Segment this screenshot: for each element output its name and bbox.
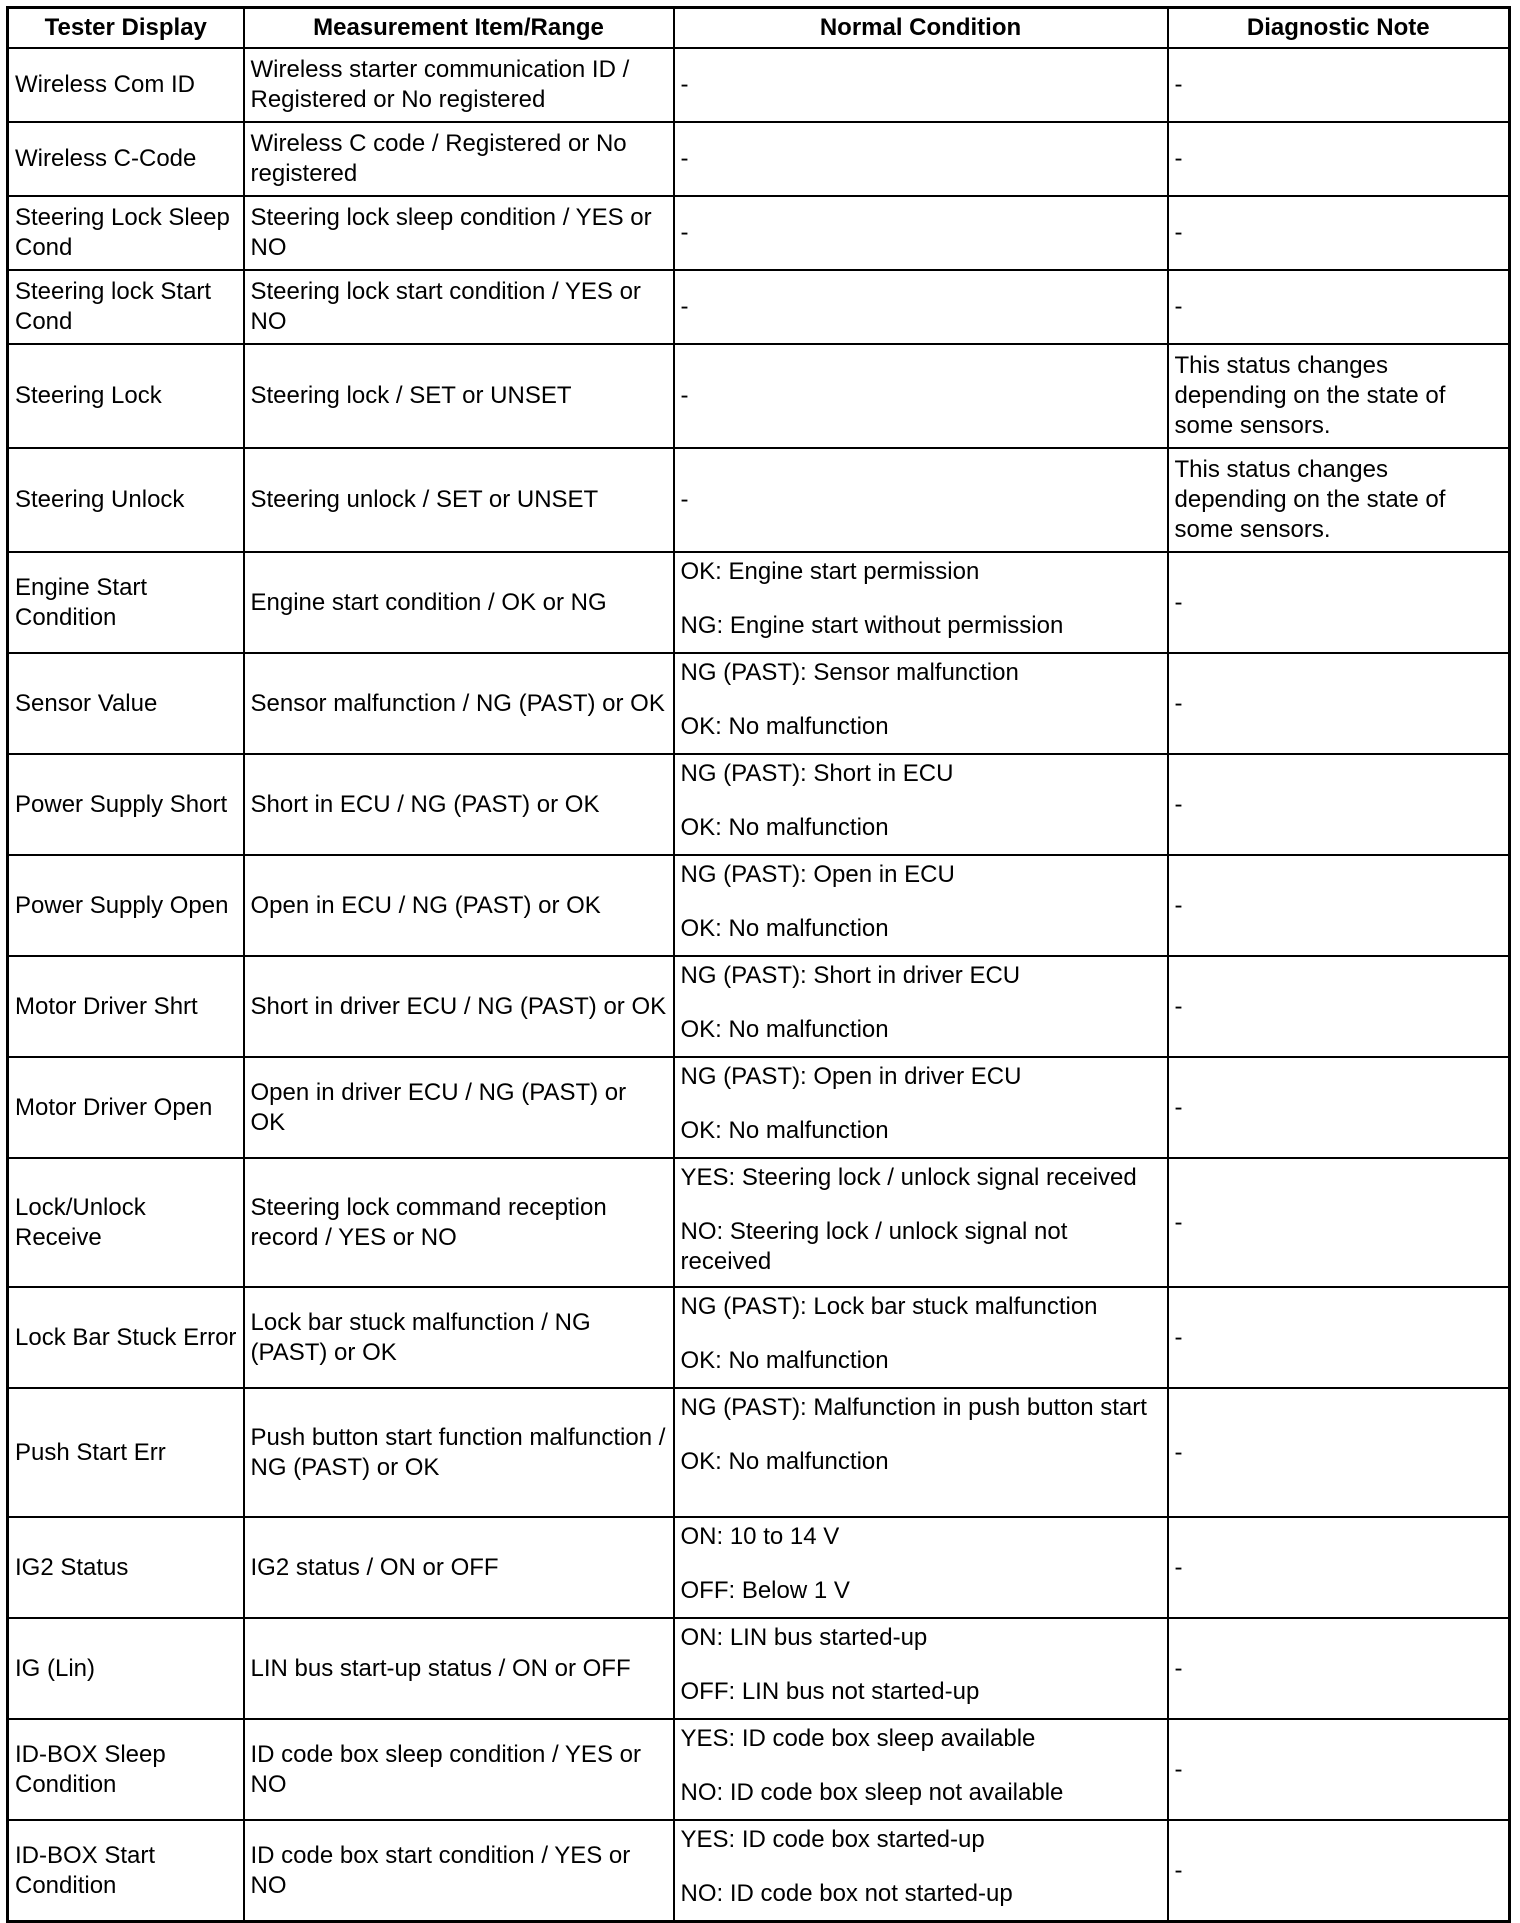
normal-condition-cell xyxy=(674,1517,1168,1618)
condition-line: - xyxy=(680,486,689,513)
diagnostic-note-cell: - xyxy=(1168,48,1510,122)
table-row xyxy=(8,653,1510,754)
condition-line: NO: ID code box not started-up xyxy=(680,1880,1013,1907)
tester-display-cell: Wireless Com ID xyxy=(8,48,244,122)
measurement-item-cell: LIN bus start-up status / ON or OFF xyxy=(244,1618,674,1719)
table-row xyxy=(8,1388,1510,1517)
condition-line: ON: LIN bus started-up xyxy=(680,1624,928,1651)
condition-line: OK: No malfunction xyxy=(680,713,889,740)
table-row xyxy=(8,1287,1510,1388)
normal-condition-cell xyxy=(674,1618,1168,1719)
measurement-item-cell: Steering lock command reception record / YES or NO xyxy=(244,1158,674,1287)
tester-display-cell: Sensor Value xyxy=(8,653,244,754)
table-row xyxy=(8,855,1510,956)
measurement-item-cell: ID code box start condition / YES or NO xyxy=(244,1820,674,1922)
table-row xyxy=(8,1517,1510,1618)
condition-line: NG (PAST): Sensor malfunction xyxy=(680,659,1019,686)
table-row xyxy=(8,956,1510,1057)
table-header xyxy=(8,8,1510,49)
normal-condition-cell xyxy=(674,1820,1168,1922)
table-row xyxy=(8,344,1510,448)
measurement-item-cell: IG2 status / ON or OFF xyxy=(244,1517,674,1618)
diagnostic-note-cell: - xyxy=(1168,956,1510,1057)
measurement-item-cell: Wireless C code / Registered or No registered xyxy=(244,122,674,196)
condition-line: NO: ID code box sleep not available xyxy=(680,1779,1064,1806)
measurement-item-cell: Steering lock / SET or UNSET xyxy=(244,344,674,448)
condition-line: - xyxy=(680,293,689,320)
condition-line: OK: No malfunction xyxy=(680,915,889,942)
normal-condition-cell xyxy=(674,344,1168,448)
normal-condition-cell xyxy=(674,1719,1168,1820)
diagnostic-note-cell: - xyxy=(1168,855,1510,956)
condition-line: YES: ID code box started-up xyxy=(680,1826,985,1853)
diagnostic-note-cell: This status changes depending on the state of some sensors. xyxy=(1168,448,1510,552)
header-diagnostic-note: Diagnostic Note xyxy=(1168,8,1510,49)
measurement-item-cell: Lock bar stuck malfunction / NG (PAST) or OK xyxy=(244,1287,674,1388)
tester-display-cell: Power Supply Short xyxy=(8,754,244,855)
normal-condition-cell xyxy=(674,196,1168,270)
condition-line: OK: No malfunction xyxy=(680,814,889,841)
condition-line: - xyxy=(680,382,689,409)
diagnostic-note-cell: - xyxy=(1168,122,1510,196)
normal-condition-cell xyxy=(674,122,1168,196)
diagnostic-note-cell: - xyxy=(1168,1057,1510,1158)
measurement-item-cell: Engine start condition / OK or NG xyxy=(244,552,674,653)
measurement-item-cell: Open in driver ECU / NG (PAST) or OK xyxy=(244,1057,674,1158)
tester-display-cell: IG (Lin) xyxy=(8,1618,244,1719)
diagnostic-note-cell: - xyxy=(1168,1719,1510,1820)
normal-condition-cell xyxy=(674,270,1168,344)
tester-display-cell: Motor Driver Open xyxy=(8,1057,244,1158)
diagnostic-note-cell: - xyxy=(1168,270,1510,344)
tester-display-cell: Power Supply Open xyxy=(8,855,244,956)
normal-condition-cell xyxy=(674,754,1168,855)
diagnostic-note-cell: - xyxy=(1168,754,1510,855)
normal-condition-cell xyxy=(674,1057,1168,1158)
condition-line: OFF: LIN bus not started-up xyxy=(680,1678,980,1705)
condition-line: ON: 10 to 14 V xyxy=(680,1523,840,1550)
normal-condition-cell xyxy=(674,448,1168,552)
header-tester-display: Tester Display xyxy=(8,8,244,49)
tester-display-cell: Lock/Unlock Receive xyxy=(8,1158,244,1287)
diagnostic-note-cell: - xyxy=(1168,1618,1510,1719)
condition-line: - xyxy=(680,71,689,98)
measurement-item-cell: Short in driver ECU / NG (PAST) or OK xyxy=(244,956,674,1057)
condition-line: NG (PAST): Lock bar stuck malfunction xyxy=(680,1293,1098,1320)
table-row xyxy=(8,1057,1510,1158)
measurement-item-cell: Wireless starter communication ID / Registered or No registered xyxy=(244,48,674,122)
condition-line: OFF: Below 1 V xyxy=(680,1577,850,1604)
tester-display-cell: Steering Lock Sleep Cond xyxy=(8,196,244,270)
measurement-item-cell: ID code box sleep condition / YES or NO xyxy=(244,1719,674,1820)
normal-condition-cell xyxy=(674,48,1168,122)
measurement-item-cell: Sensor malfunction / NG (PAST) or OK xyxy=(244,653,674,754)
tester-data-table xyxy=(6,6,1511,1923)
condition-line: NG (PAST): Malfunction in push button start xyxy=(680,1394,1147,1421)
normal-condition-cell xyxy=(674,653,1168,754)
condition-line: NG (PAST): Short in ECU xyxy=(680,760,954,787)
table-row xyxy=(8,448,1510,552)
diagnostic-note-cell: - xyxy=(1168,552,1510,653)
table-row xyxy=(8,1719,1510,1820)
table-row xyxy=(8,1618,1510,1719)
tester-display-cell: Motor Driver Shrt xyxy=(8,956,244,1057)
table-row xyxy=(8,754,1510,855)
tester-display-cell: ID-BOX Start Condition xyxy=(8,1820,244,1922)
measurement-item-cell: Open in ECU / NG (PAST) or OK xyxy=(244,855,674,956)
measurement-item-cell: Short in ECU / NG (PAST) or OK xyxy=(244,754,674,855)
normal-condition-cell xyxy=(674,1158,1168,1287)
condition-line: OK: No malfunction xyxy=(680,1016,889,1043)
measurement-item-cell: Push button start function malfunction / NG (PAST) or OK xyxy=(244,1388,674,1517)
tester-display-cell: IG2 Status xyxy=(8,1517,244,1618)
condition-line: YES: ID code box sleep available xyxy=(680,1725,1036,1752)
normal-condition-cell xyxy=(674,1287,1168,1388)
tester-display-cell: Engine Start Condition xyxy=(8,552,244,653)
tester-display-cell: Wireless C-Code xyxy=(8,122,244,196)
table-row xyxy=(8,270,1510,344)
tester-display-cell: Push Start Err xyxy=(8,1388,244,1517)
table-row xyxy=(8,48,1510,122)
table-body xyxy=(8,48,1510,1922)
diagnostic-note-cell: - xyxy=(1168,653,1510,754)
normal-condition-cell xyxy=(674,855,1168,956)
condition-line: YES: Steering lock / unlock signal received xyxy=(680,1164,1137,1191)
tester-display-cell: Steering Unlock xyxy=(8,448,244,552)
condition-line: NG (PAST): Short in driver ECU xyxy=(680,962,1021,989)
diagnostic-note-cell: - xyxy=(1168,1517,1510,1618)
condition-line: OK: No malfunction xyxy=(680,1347,889,1374)
diagnostic-note-cell: This status changes depending on the state of some sensors. xyxy=(1168,344,1510,448)
table-row xyxy=(8,1820,1510,1922)
tester-display-cell: Steering Lock xyxy=(8,344,244,448)
condition-line: NG (PAST): Open in driver ECU xyxy=(680,1063,1022,1090)
normal-condition-cell xyxy=(674,956,1168,1057)
diagnostic-note-cell: - xyxy=(1168,1158,1510,1287)
condition-line: - xyxy=(680,219,689,246)
tester-display-cell: Steering lock Start Cond xyxy=(8,270,244,344)
header-measurement-item: Measurement Item/Range xyxy=(244,8,674,49)
diagnostic-note-cell: - xyxy=(1168,196,1510,270)
table-row xyxy=(8,1158,1510,1287)
tester-display-cell: ID-BOX Sleep Condition xyxy=(8,1719,244,1820)
header-row xyxy=(8,8,1510,49)
table-row xyxy=(8,552,1510,653)
header-normal-condition: Normal Condition xyxy=(674,8,1168,49)
data-list-sheet xyxy=(6,6,1508,1923)
table-row xyxy=(8,122,1510,196)
table-row xyxy=(8,196,1510,270)
condition-line: NG (PAST): Open in ECU xyxy=(680,861,955,888)
normal-condition-cell xyxy=(674,1388,1168,1517)
condition-line: NG: Engine start without permission xyxy=(680,612,1064,639)
measurement-item-cell: Steering unlock / SET or UNSET xyxy=(244,448,674,552)
condition-line: - xyxy=(680,145,689,172)
condition-line: NO: Steering lock / unlock signal not received xyxy=(680,1218,1068,1275)
diagnostic-note-cell: - xyxy=(1168,1820,1510,1922)
measurement-item-cell: Steering lock start condition / YES or NO xyxy=(244,270,674,344)
diagnostic-note-cell: - xyxy=(1168,1388,1510,1517)
tester-display-cell: Lock Bar Stuck Error xyxy=(8,1287,244,1388)
normal-condition-cell xyxy=(674,552,1168,653)
measurement-item-cell: Steering lock sleep condition / YES or NO xyxy=(244,196,674,270)
condition-line: OK: No malfunction xyxy=(680,1117,889,1144)
condition-line: OK: No malfunction xyxy=(680,1448,889,1475)
condition-line: OK: Engine start permission xyxy=(680,558,980,585)
diagnostic-note-cell: - xyxy=(1168,1287,1510,1388)
